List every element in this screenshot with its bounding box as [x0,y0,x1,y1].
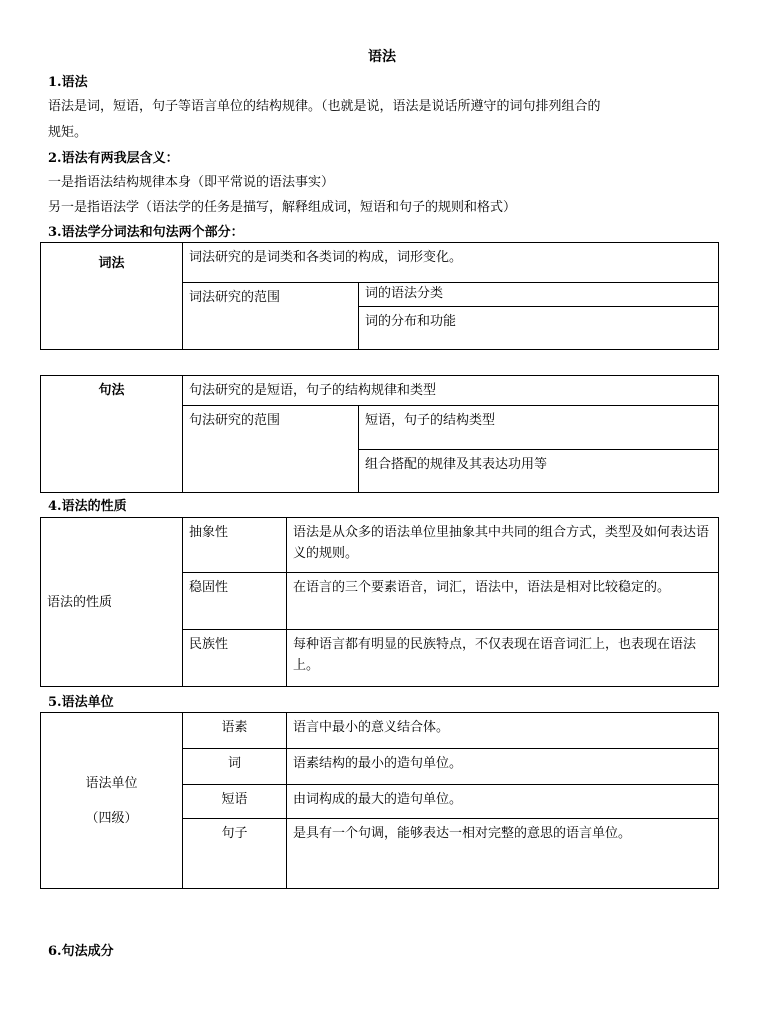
units-label [41,713,183,889]
section-1-heading: 1.语法 [48,75,88,90]
nature-row-name: 抽象性 [183,518,287,573]
cifa-desc: 词法研究的是词类和各类词的构成，词形变化。 [183,243,719,283]
units-table [40,712,719,889]
units-row-text: 由词构成的最大的造句单位。 [287,785,719,819]
jufa-label: 句法 [41,376,183,493]
jufa-desc: 句法研究的是短语，句子的结构规律和类型 [183,376,719,406]
nature-row-text: 每种语言都有明显的民族特点，不仅表现在语音词汇上，也表现在语法上。 [287,630,719,687]
section-6-heading: 6.句法成分 [48,944,114,959]
cifa-label: 词法 [41,243,183,350]
cifa-scope-item: 词的分布和功能 [359,307,719,350]
page-title: 语法 [368,49,396,65]
jufa-table [40,375,719,493]
units-label-line1: 语法单位 [85,775,138,791]
section-1-body-line1: 语法是词，短语，句子等语言单位的结构规律。（也就是说，语法是说话所遵守的词句排列组合的 [48,99,601,114]
nature-row-name: 民族性 [183,630,287,687]
units-row-name: 语素 [183,713,287,749]
section-3-heading: 3.语法学分词法和句法两个部分： [48,225,244,240]
units-row-name: 短语 [183,785,287,819]
nature-row-text: 在语言的三个要素语音，词汇，语法中，语法是相对比较稳定的。 [287,573,719,630]
units-row-text: 语言中最小的意义结合体。 [287,713,719,749]
cifa-scope-item: 词的语法分类 [359,283,719,307]
jufa-scope-item: 短语，句子的结构类型 [359,406,719,450]
units-row-name: 句子 [183,819,287,889]
nature-row-name: 稳固性 [183,573,287,630]
section-2-line2: 另一是指语法学（语法学的任务是描写，解释组成词，短语和句子的规则和格式） [48,200,517,215]
section-2-heading: 2.语法有两我层含义： [48,151,179,166]
cifa-table [40,242,719,350]
units-row-name: 词 [183,749,287,785]
section-2-line1: 一是指语法结构规律本身（即平常说的语法事实） [48,175,335,190]
nature-row-text: 语法是从众多的语法单位里抽象其中共同的组合方式，类型及如何表达语义的规则。 [287,518,719,573]
nature-label: 语法的性质 [41,518,183,687]
section-4-heading: 4.语法的性质 [48,499,127,514]
jufa-scope-item: 组合搭配的规律及其表达功用等 [359,450,719,493]
jufa-scope-label: 句法研究的范围 [183,406,359,493]
units-label-line2: （四级） [85,810,138,826]
section-1-body-line2: 规矩。 [48,125,88,140]
units-row-text: 语素结构的最小的造句单位。 [287,749,719,785]
section-5-heading: 5.语法单位 [48,695,114,710]
units-row-text: 是具有一个句调，能够表达一相对完整的意思的语言单位。 [287,819,719,889]
cifa-scope-label: 词法研究的范围 [183,283,359,350]
nature-table [40,517,719,687]
